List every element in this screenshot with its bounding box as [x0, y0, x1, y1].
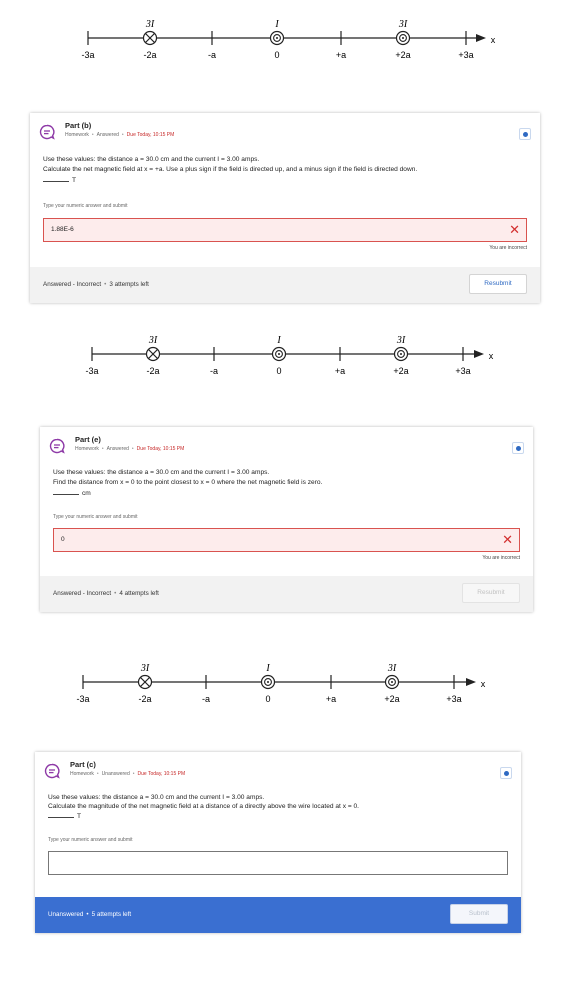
info-dot-icon	[516, 446, 521, 451]
answer-input[interactable]	[53, 528, 520, 552]
prompt-line-2: Find the distance from x = 0 to the point closest to x = 0 where the net magnetic field is zero.	[53, 479, 323, 486]
status-text: Answered - Incorrect	[43, 281, 102, 288]
meta-type: Homework	[65, 132, 89, 138]
wire-diagram-svg	[0, 0, 566, 80]
position-label: -2a	[143, 50, 157, 60]
answer-blank	[43, 175, 69, 182]
unit-label: T	[72, 177, 77, 184]
wire-diagram-1	[0, 0, 566, 80]
position-label: +2a	[395, 50, 411, 60]
prompt-line-1: Use these values: the distance a = 30.0 cm and the current I = 3.00 amps.	[43, 156, 260, 163]
axis-label: x	[490, 35, 496, 45]
wire-out-of-page-icon	[271, 32, 284, 45]
question-meta: Homework • Answered • Due Today, 10:15 PM	[65, 132, 175, 138]
input-label: Type your numeric answer and submit	[43, 203, 128, 209]
attempts-left: 5 attempts left	[91, 911, 132, 918]
attempt-status: Answered - Incorrect • 3 attempts left	[43, 281, 149, 288]
incorrect-feedback: You are incorrect	[489, 245, 527, 251]
wire-out-of-page-icon	[273, 348, 286, 361]
card-footer	[30, 267, 540, 303]
axis-label: x	[488, 351, 494, 361]
help-button[interactable]	[512, 442, 524, 454]
unit-label: T	[77, 813, 82, 820]
position-label: 0	[276, 366, 282, 376]
wire-label: I	[277, 335, 281, 346]
status-text: Answered - Incorrect	[53, 590, 112, 597]
answer-input[interactable]	[43, 218, 527, 242]
part-title: Part (c)	[70, 760, 96, 769]
resubmit-button[interactable]: Resubmit	[462, 583, 520, 603]
card-footer	[35, 897, 521, 933]
question-bubble-icon	[39, 124, 55, 140]
position-label: 0	[265, 694, 271, 704]
incorrect-x-icon: ✕	[502, 532, 513, 547]
question-bubble-icon	[44, 763, 60, 779]
attempts-left: 3 attempts left	[109, 281, 149, 288]
position-label: -a	[201, 694, 211, 704]
position-label: +a	[335, 50, 347, 60]
wire-label: 3I	[145, 19, 155, 30]
unit-line	[43, 175, 76, 185]
position-label: -a	[209, 366, 219, 376]
position-label: +a	[325, 694, 337, 704]
wire-label: I	[266, 663, 270, 674]
position-label: -a	[207, 50, 217, 60]
answer-blank	[53, 488, 79, 495]
part-title: Part (b)	[65, 121, 92, 130]
help-button[interactable]	[519, 128, 531, 140]
question-bubble-icon	[49, 438, 65, 454]
attempt-status: Unanswered • 5 attempts left	[48, 911, 132, 918]
incorrect-feedback: You are incorrect	[482, 555, 520, 561]
attempt-status: Answered - Incorrect • 4 attempts left	[53, 590, 159, 597]
wire-out-of-page-icon	[395, 348, 408, 361]
input-label: Type your numeric answer and submit	[48, 837, 133, 843]
wire-label: 3I	[148, 335, 158, 346]
axis-label: x	[480, 679, 486, 689]
part-title: Part (e)	[75, 435, 101, 444]
prompt-line-2: Calculate the net magnetic field at x = +a. Use a plus sign if the field is directed up, and a minus sign if the field is directed down.	[43, 166, 418, 173]
position-label: -2a	[138, 694, 152, 704]
answer-input[interactable]	[48, 851, 508, 875]
question-meta: Homework • Answered • Due Today, 10:15 PM	[75, 446, 185, 452]
wire-diagram-svg	[0, 648, 566, 718]
position-label: 0	[274, 50, 280, 60]
position-label: +2a	[393, 366, 409, 376]
wire-out-of-page-icon	[397, 32, 410, 45]
prompt-line-1: Use these values: the distance a = 30.0 cm and the current I = 3.00 amps.	[53, 469, 270, 476]
wire-label: 3I	[398, 19, 408, 30]
wire-into-page-icon	[147, 348, 160, 361]
meta-due: Due Today, 10:15 PM	[126, 132, 175, 138]
wire-label: 3I	[396, 335, 406, 346]
position-label: +a	[334, 366, 346, 376]
prompt-line-1: Use these values: the distance a = 30.0 cm and the current I = 3.00 amps.	[48, 794, 265, 801]
question-card-part-e	[40, 427, 533, 612]
attempts-left: 4 attempts left	[119, 590, 159, 597]
position-label: +3a	[446, 694, 462, 704]
wire-diagram-2	[0, 318, 566, 388]
card-header	[49, 435, 524, 457]
wire-label: I	[275, 19, 279, 30]
wire-label: 3I	[140, 663, 150, 674]
unit-line	[48, 811, 81, 821]
wire-label: 3I	[387, 663, 397, 674]
position-label: +2a	[384, 694, 400, 704]
meta-type: Homework	[75, 446, 99, 452]
input-label: Type your numeric answer and submit	[53, 514, 138, 520]
wire-out-of-page-icon	[262, 676, 275, 689]
position-label: -3a	[85, 366, 99, 376]
meta-state: Answered	[106, 446, 129, 452]
wire-diagram-svg	[0, 318, 566, 388]
card-footer	[40, 576, 533, 612]
resubmit-button[interactable]: Resubmit	[469, 274, 527, 294]
wire-diagram-3	[0, 648, 566, 718]
position-label: +3a	[458, 50, 474, 60]
question-card-part-b	[30, 113, 540, 303]
info-dot-icon	[523, 132, 528, 137]
card-header	[44, 760, 512, 782]
meta-type: Homework	[70, 771, 94, 777]
unit-line	[53, 488, 91, 498]
answer-value: 0	[61, 536, 65, 543]
question-meta: Homework • Unanswered • Due Today, 10:15 PM	[70, 771, 186, 777]
position-label: -3a	[76, 694, 90, 704]
info-dot-icon	[504, 771, 509, 776]
status-text: Unanswered	[48, 911, 84, 918]
question-card-part-c	[35, 752, 521, 933]
answer-blank	[48, 811, 74, 818]
unit-label: cm	[82, 490, 91, 497]
position-label: -2a	[146, 366, 160, 376]
meta-due: Due Today, 10:15 PM	[137, 771, 186, 777]
wire-out-of-page-icon	[386, 676, 399, 689]
position-label: +3a	[455, 366, 471, 376]
meta-state: Unanswered	[101, 771, 130, 777]
wire-into-page-icon	[144, 32, 157, 45]
prompt-line-2: Calculate the magnitude of the net magnetic field at a distance of a directly above the wire located at x = 0.	[48, 803, 360, 810]
help-button[interactable]	[500, 767, 512, 779]
meta-state: Answered	[96, 132, 119, 138]
answer-value: 1.88E-6	[51, 226, 74, 233]
meta-due: Due Today, 10:15 PM	[136, 446, 185, 452]
incorrect-x-icon: ✕	[509, 222, 520, 237]
submit-button[interactable]: Submit	[450, 904, 508, 924]
position-label: -3a	[81, 50, 95, 60]
wire-into-page-icon	[139, 676, 152, 689]
card-header	[39, 121, 531, 143]
